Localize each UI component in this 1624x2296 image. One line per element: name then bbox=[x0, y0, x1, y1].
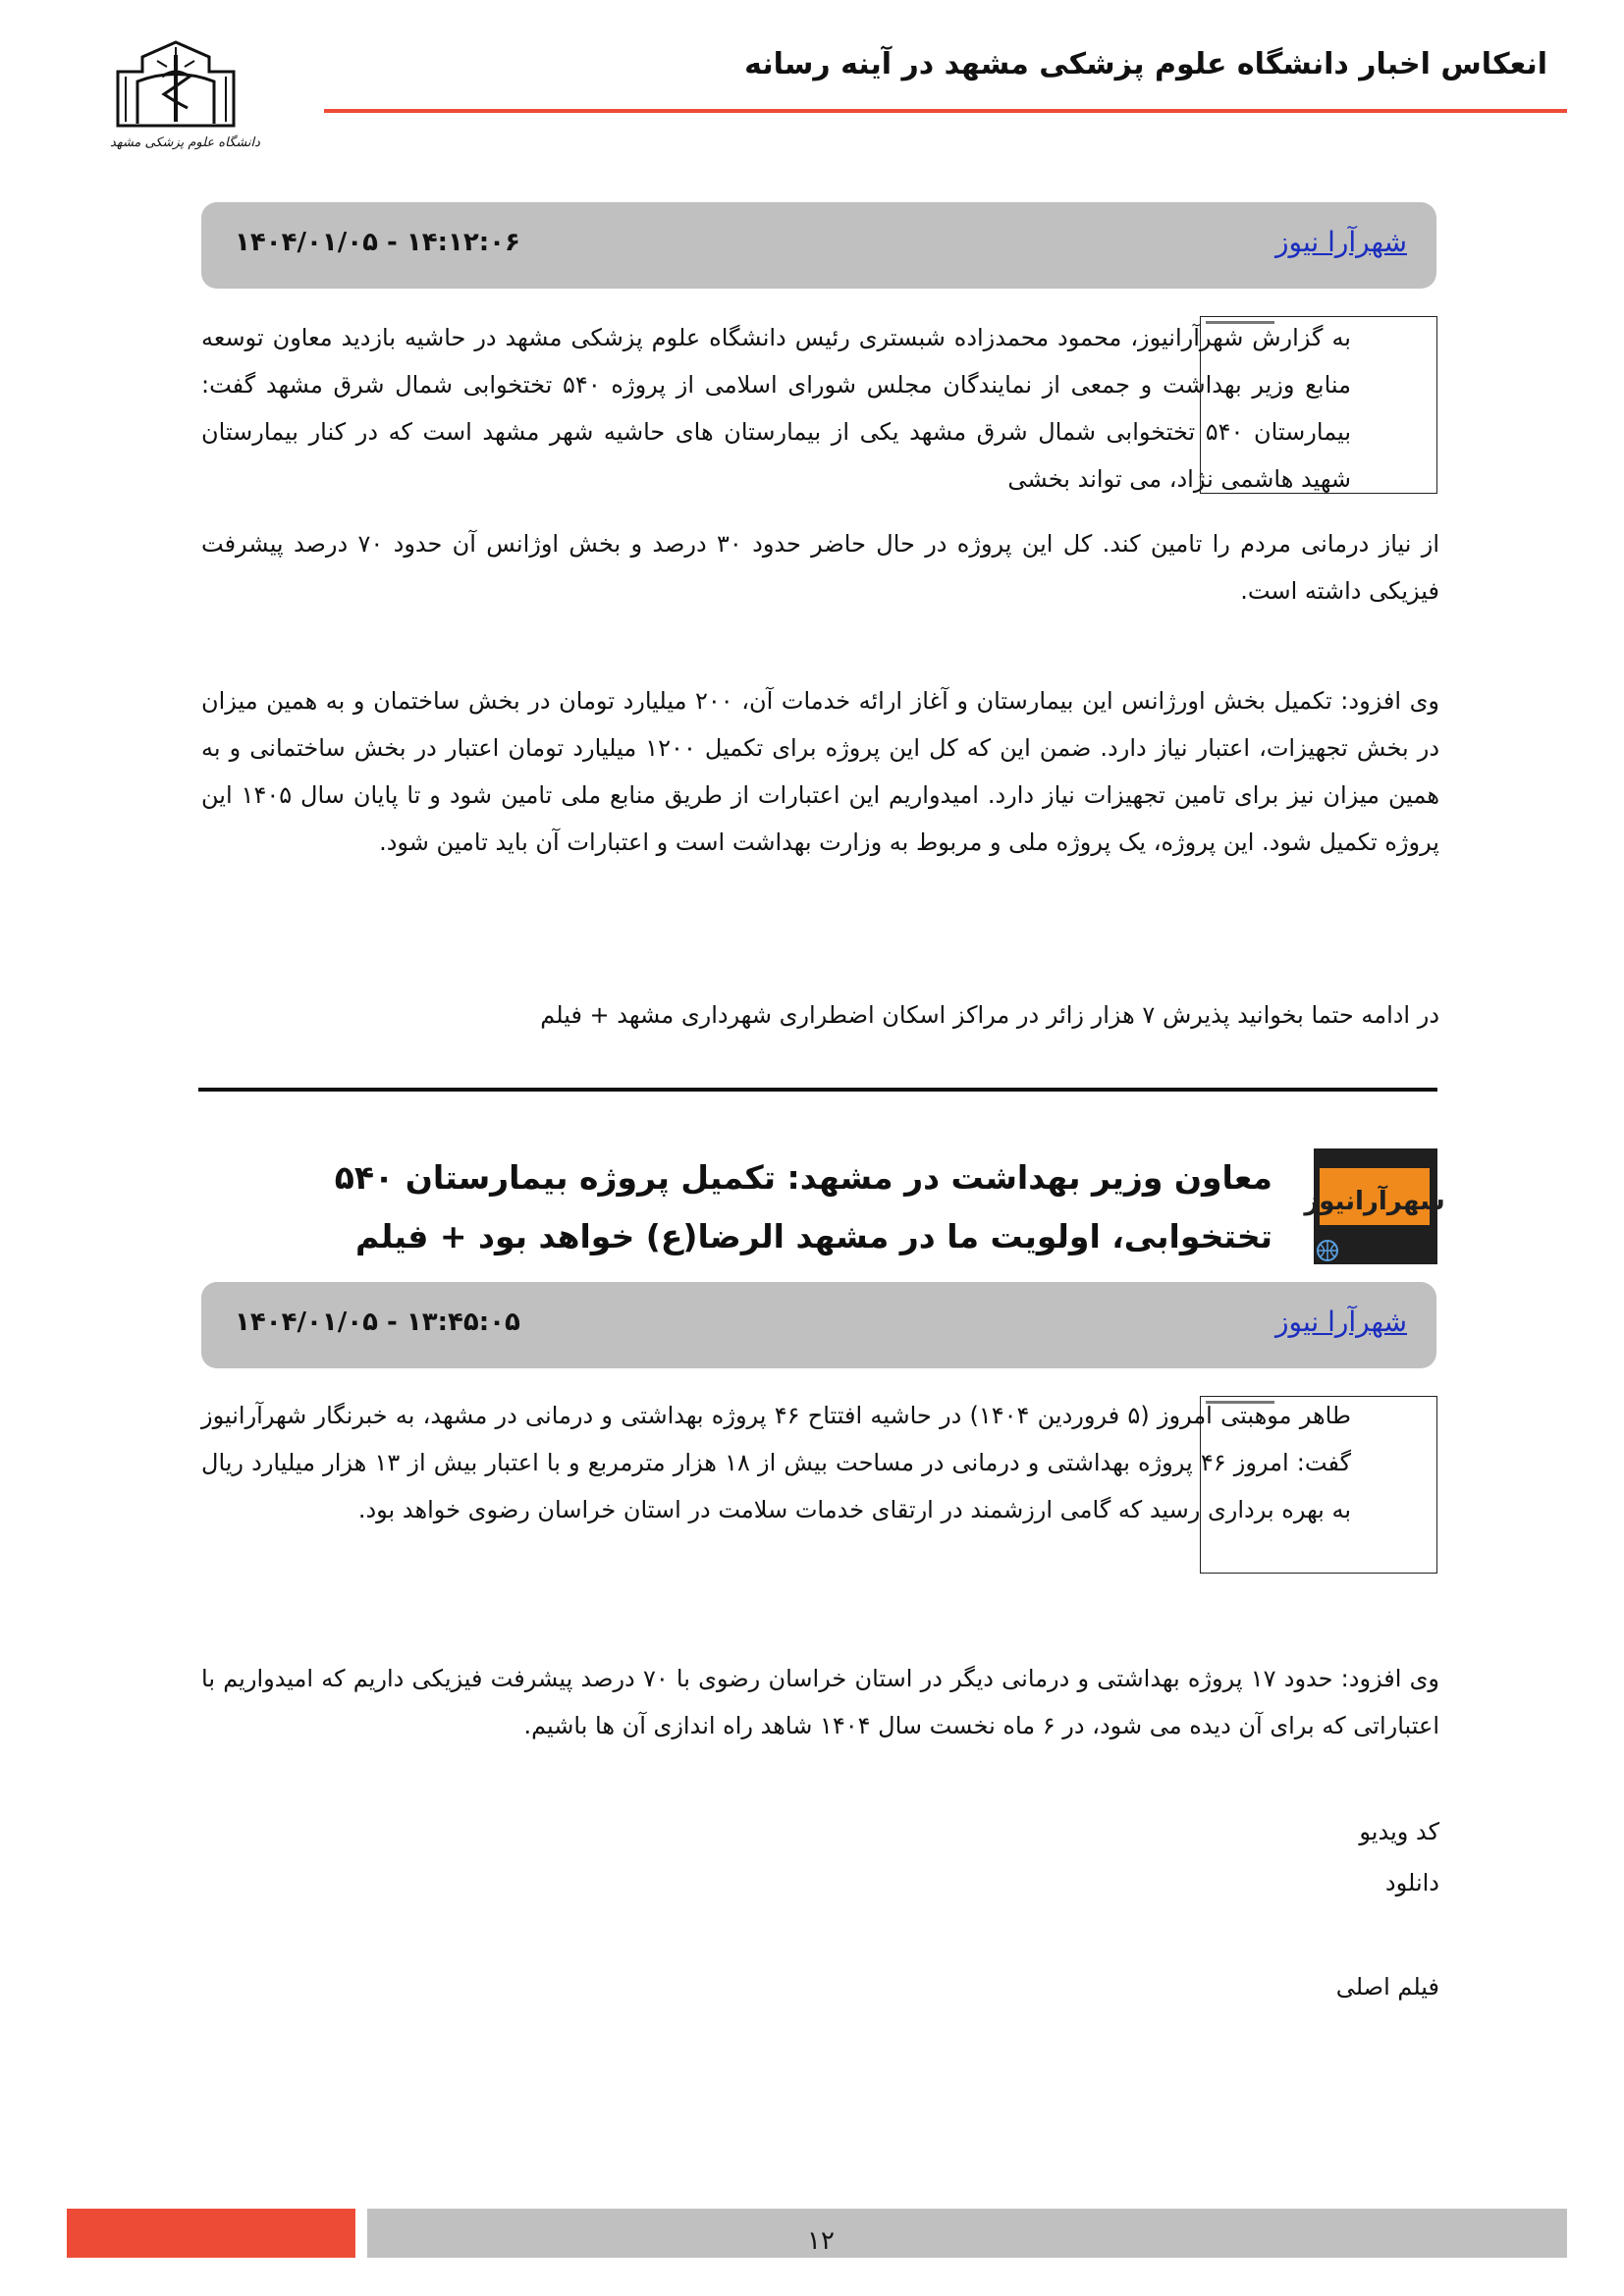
header-divider bbox=[324, 109, 1567, 113]
logo-wordmark: شهرآرانیوز bbox=[1304, 1187, 1445, 1216]
article2-headline: معاون وزیر بهداشت در مشهد: تکمیل پروژه بیمارستان ۵۴۰ تختخوابی، اولویت ما در مشهد الرضا(ع) خواهد بود + فیلم bbox=[334, 1158, 1272, 1255]
article1-paragraph2: وی افزود: تکمیل بخش اورژانس این بیمارستان و آغاز ارائه خدمات آن، ۲۰۰ میلیارد تومان در بخش ساختمان و به همین میزان در بخش تجهیزات، اعتبار نیاز دارد. ضمن این که کل این پروژه برای تکمیل ۱۲۰۰ میلیارد تومان اعتبار در بخش ساختمانی و به همین میزان نیز برای تامین تجهیزات نیاز دارد. امیدواریم این اعتبارات از طریق منابع ملی تامین شود و تا پایان سال ۱۴۰۵ این پروژه تکمیل شود. این پروژه، یک پروژه ملی و مربوط به وزارت بهداشت است و اعتبارات آن باید تامین شود. bbox=[201, 687, 1440, 856]
download-link[interactable]: دانلود bbox=[1384, 1869, 1439, 1896]
original-film-link[interactable]: فیلم اصلی bbox=[1335, 1973, 1439, 2001]
footer-bar bbox=[367, 2209, 1567, 2258]
article1-datetime: ۱۴۰۴/۰۱/۰۵ - ۱۴:۱۲:۰۶ bbox=[235, 228, 520, 257]
article2-datetime: ۱۴۰۴/۰۱/۰۵ - ۱۳:۴۵:۰۵ bbox=[235, 1308, 520, 1337]
article2-source-bar bbox=[201, 1282, 1436, 1368]
page-header-title: انعکاس اخبار دانشگاه علوم پزشکی مشهد در آینه رسانه bbox=[744, 47, 1547, 81]
video-code-label: کد ویدیو bbox=[1359, 1818, 1439, 1845]
article2-paragraph1: طاهر موهبتی امروز (۵ فروردین ۱۴۰۴) در حاشیه افتتاح ۴۶ پروژه بهداشتی و درمانی در مشهد، به خبرنگار شهرآرانیوز گفت: امروز ۴۶ پروژه بهداشتی و درمانی در مساحت بیش از ۱۸ هزار مترمربع و با اعتبار بیش از ۱۳ هزار میلیارد ریال به بهره برداری رسید که گامی ارزشمند در ارتقای خدمات سلامت در استان خراسان رضوی خواهد بود. bbox=[201, 1402, 1352, 1523]
article1-paragraph1-continued: از نیاز درمانی مردم را تامین کند. کل این پروژه در حال حاضر حدود ۳۰ درصد و بخش اوژانس آن حدود ۷۰ درصد پیشرفت فیزیکی داشته است. bbox=[201, 530, 1440, 605]
page-number: ۱۲ bbox=[807, 2226, 835, 2256]
article2-source-link[interactable]: شهرآرا نیوز bbox=[1274, 1306, 1407, 1338]
article1-source-link[interactable]: شهرآرا نیوز bbox=[1274, 226, 1407, 258]
shahrara-news-logo bbox=[1304, 1148, 1445, 1264]
article1-paragraph1: به گزارش شهرآرانیوز، محمود محمدزاده شبستری رئیس دانشگاه علوم پزشکی مشهد در حاشیه بازدید معاون توسعه منابع وزیر بهداشت و جمعی از نمایندگان مجلس شورای اسلامی از پروژه ۵۴۰ تختخوابی شمال شرق مشهد گفت: بیمارستان ۵۴۰ تختخوابی شمال شرق مشهد یکی از بیمارستان های حاشیه شهر مشهد است که در کنار بیمارستان شهید هاشمی نژاد، می تواند بخشی bbox=[201, 324, 1352, 493]
footer-accent-bar bbox=[67, 2209, 355, 2258]
article1-read-more[interactable]: در ادامه حتما بخوانید پذیرش ۷ هزار زائر در مراکز اسکان اضطراری شهرداری مشهد + فیلم bbox=[540, 1001, 1439, 1029]
section-divider bbox=[198, 1088, 1437, 1092]
logo-caption: دانشگاه علوم پزشکی مشهد bbox=[110, 135, 260, 150]
article1-source-bar bbox=[201, 202, 1436, 289]
article2-paragraph2: وی افزود: حدود ۱۷ پروژه بهداشتی و درمانی دیگر در استان خراسان رضوی با ۷۰ درصد پیشرفت فیزیکی داریم که امیدواریم با اعتباراتی که برای آن دیده می شود، در ۶ ماه نخست سال ۱۴۰۴ شاهد راه اندازی آن ها باشیم. bbox=[201, 1665, 1439, 1739]
